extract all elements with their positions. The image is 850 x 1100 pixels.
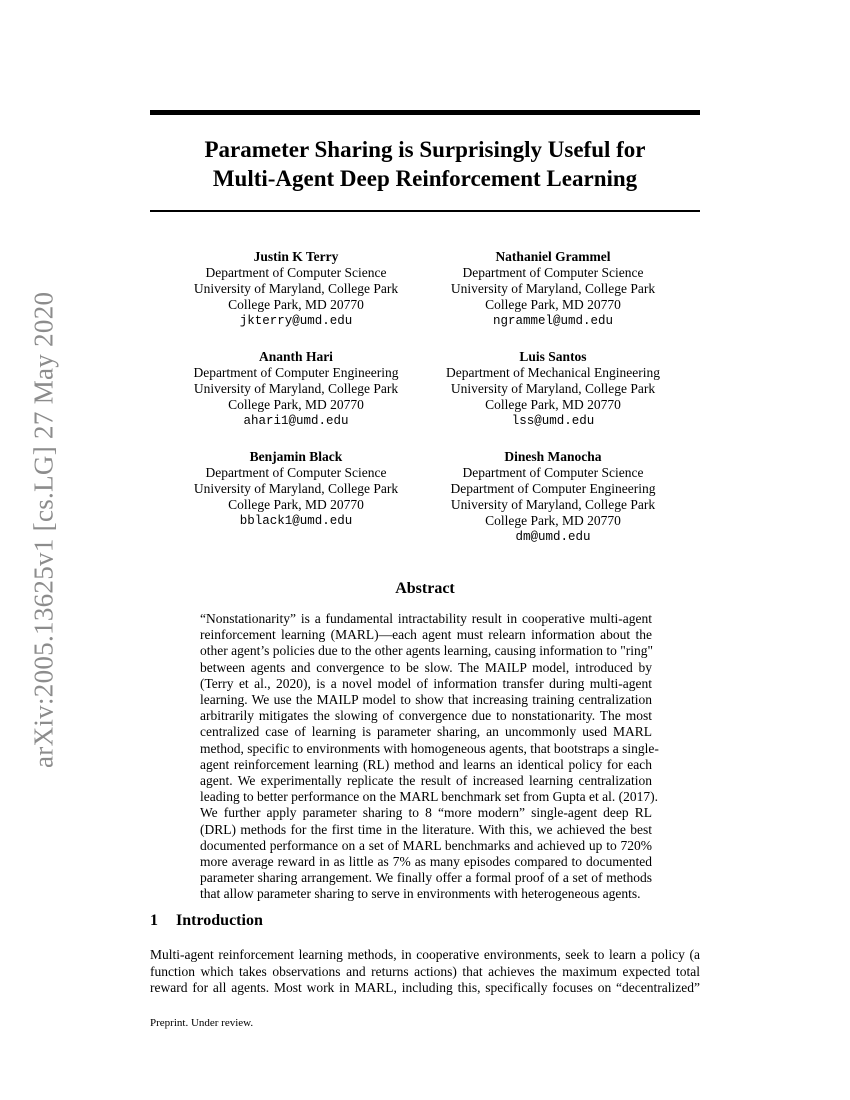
author-affiliation: University of Maryland, College Park (193, 281, 399, 296)
author-affiliation: College Park, MD 20770 (228, 397, 364, 412)
section-title: Introduction (176, 912, 263, 929)
author-email: dm@umd.edu (515, 530, 591, 544)
abstract-body (200, 611, 659, 903)
preprint-footer: Preprint. Under review. (150, 1017, 254, 1029)
abstract-line: parameter sharing arrangement. We finally offer a formal proof of a set of methods (200, 870, 652, 886)
title-line: Parameter Sharing is Surprisingly Useful for (204, 137, 646, 162)
author-affiliation: College Park, MD 20770 (485, 513, 621, 528)
author-affiliation: Department of Computer Science (462, 465, 644, 480)
abstract-line: agent. We experimentally replicate the result of increased learning centralization (200, 773, 652, 789)
author-affiliation: College Park, MD 20770 (485, 297, 621, 312)
author-name: Nathaniel Grammel (495, 249, 611, 264)
abstract-line: leading to better performance on the MARL benchmark set from Gupta et al. (2017). (200, 789, 658, 805)
author-name: Ananth Hari (259, 349, 333, 364)
author-affiliation: University of Maryland, College Park (193, 381, 399, 396)
section-number: 1 (150, 912, 158, 929)
author-email: jkterry@umd.edu (239, 314, 353, 328)
author-affiliation: College Park, MD 20770 (228, 297, 364, 312)
abstract-line: agent reinforcement learning (RL) method and learns an identical policy for each (200, 756, 652, 772)
author-name: Dinesh Manocha (504, 449, 602, 464)
abstract-line: that allow parameter sharing to serve in environments with heterogeneous agents. (200, 886, 641, 902)
title-line: Multi-Agent Deep Reinforcement Learning (212, 166, 638, 191)
author-affiliation: Department of Computer Science (462, 265, 644, 280)
author-name: Justin K Terry (253, 249, 339, 264)
author-email: ngrammel@umd.edu (492, 314, 614, 328)
author-block (423, 449, 683, 545)
abstract-line: We further apply parameter sharing to 8 “more modern” single-agent deep RL (200, 805, 652, 821)
abstract-line: arbitrarily mitigates the slowing of convergence due to nonstationarity. The most (200, 708, 652, 724)
abstract-line: learning. We use the MAILP model to show that increasing training centralization (200, 692, 652, 708)
author-email: lss@umd.edu (511, 414, 595, 428)
introduction-body (150, 947, 700, 997)
body-line: reward for all agents. Most work in MARL, including this, specifically focuses on “decentralized” (150, 980, 700, 995)
abstract-line: “Nonstationarity” is a fundamental intractability result in cooperative multi-agent (200, 611, 652, 626)
abstract-line: more average reward in as little as 7% as many episodes compared to documented (200, 854, 652, 870)
author-block (423, 249, 683, 329)
abstract-line: (Terry et al., 2020), is a novel model of information transfer during multi-agent (200, 675, 652, 691)
author-affiliation: Department of Computer Science (205, 265, 387, 280)
author-affiliation: University of Maryland, College Park (450, 497, 656, 512)
author-affiliation: University of Maryland, College Park (450, 281, 656, 296)
author-email: bblack1@umd.edu (239, 514, 353, 528)
abstract-line: documented performance on a set of MARL benchmarks and achieved up to 720% (200, 837, 652, 853)
author-block (166, 349, 426, 429)
author-affiliation: Department of Mechanical Engineering (445, 365, 661, 380)
author-affiliation: Department of Computer Science (205, 465, 387, 480)
title-bottom-rule (150, 210, 700, 212)
abstract-line: centralized case of learning is parameter sharing, an uncommonly used MARL (200, 724, 652, 740)
paper-title (150, 135, 700, 193)
title-top-rule (150, 110, 700, 115)
author-block (166, 249, 426, 329)
author-affiliation: College Park, MD 20770 (485, 397, 621, 412)
arxiv-side-identifier: arXiv:2005.13625v1 [cs.LG] 27 May 2020 (28, 291, 59, 769)
author-name: Luis Santos (519, 349, 587, 364)
author-affiliation: Department of Computer Engineering (193, 365, 399, 380)
author-affiliation: Department of Computer Engineering (450, 481, 656, 496)
author-affiliation: College Park, MD 20770 (228, 497, 364, 512)
author-affiliation: University of Maryland, College Park (193, 481, 399, 496)
abstract-line: method, specific to environments with homogeneous agents, that bootstraps a single- (200, 740, 659, 756)
abstract-line: other agent’s policies due to the other agents learning, causing information to "ring" (200, 643, 654, 659)
author-affiliation: University of Maryland, College Park (450, 381, 656, 396)
abstract-line: between agents and convergence to be slow. The MAILP model, introduced by (200, 659, 652, 675)
body-line: function which takes observations and returns actions) that achieves the maximum expected total (150, 963, 700, 979)
author-email: ahari1@umd.edu (243, 414, 349, 428)
abstract-line: (DRL) methods for the first time in the literature. With this, we achieved the best (200, 821, 652, 837)
abstract-line: reinforcement learning (MARL)—each agent must relearn information about the (200, 627, 652, 643)
author-block (166, 449, 426, 529)
body-line: Multi-agent reinforcement learning methods, in cooperative environments, seek to learn a policy (a (150, 947, 700, 962)
abstract-heading: Abstract (395, 580, 455, 597)
author-name: Benjamin Black (249, 449, 343, 464)
author-block (423, 349, 683, 429)
section-heading-introduction (150, 912, 700, 930)
